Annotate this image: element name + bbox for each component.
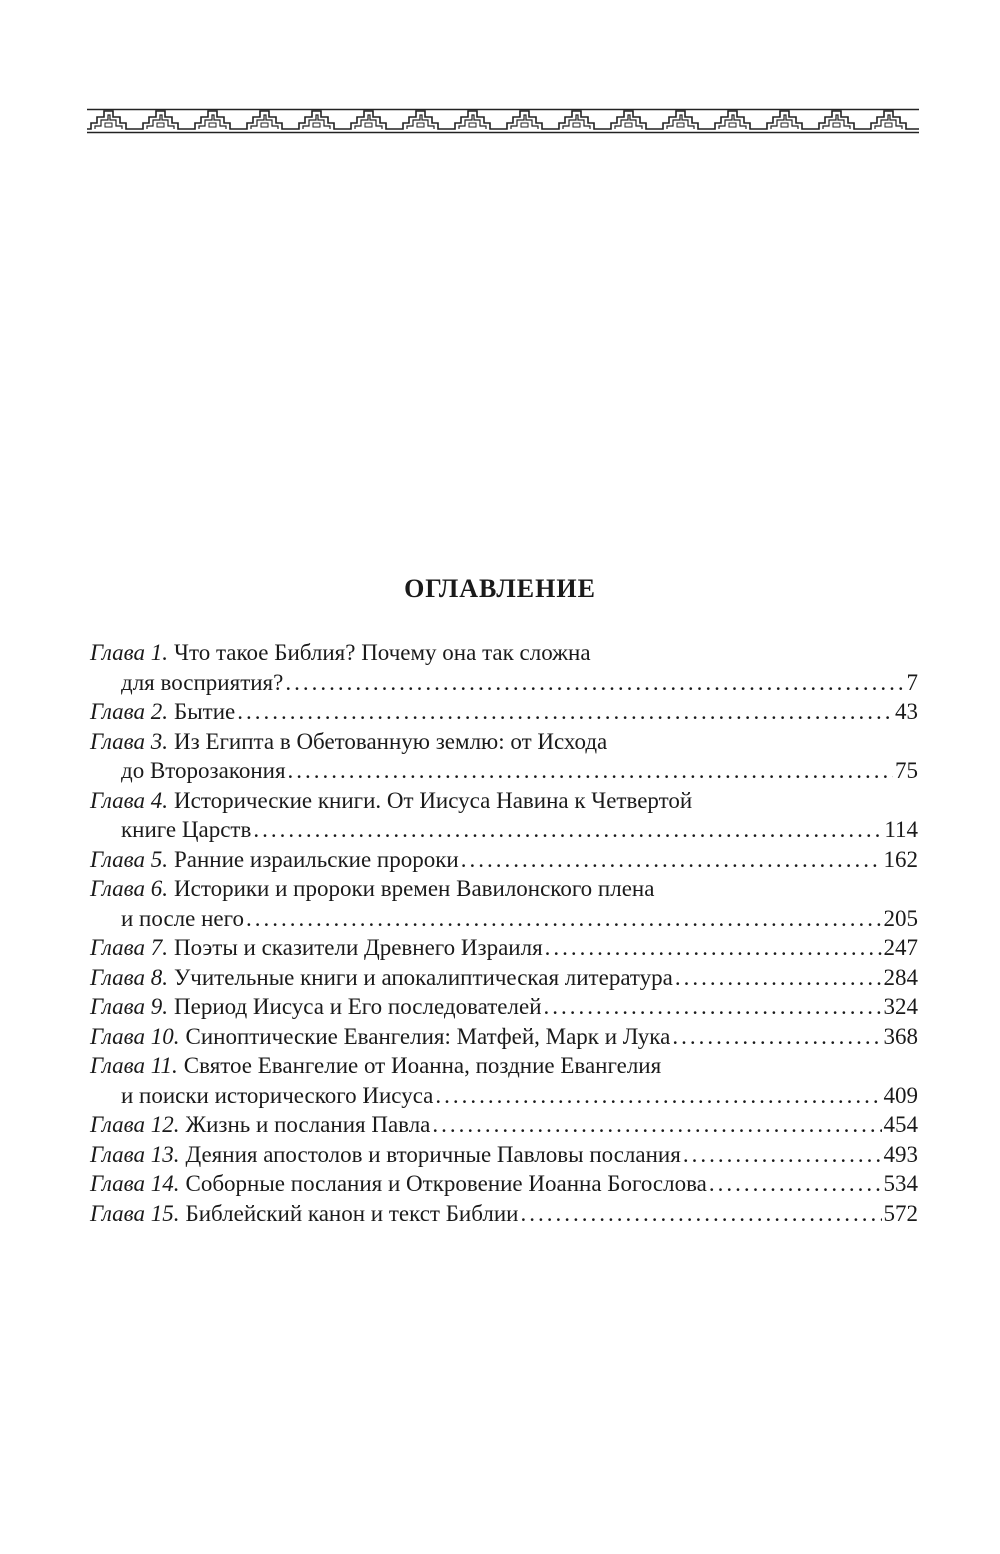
toc-title: ОГЛАВЛЕНИЕ xyxy=(404,574,596,603)
page-number: 409 xyxy=(883,1082,918,1108)
chapter-title-continuation: книге Царств xyxy=(121,817,252,842)
toc-entry[interactable] xyxy=(90,727,918,786)
chapter-title: Святое Евангелие от Иоанна, поздние Евангелия xyxy=(183,1053,662,1078)
page-number: 162 xyxy=(883,846,918,872)
chapter-title-continuation: и после него xyxy=(121,905,244,931)
page-number: 114 xyxy=(884,817,918,842)
toc-entry[interactable] xyxy=(90,963,918,993)
chapter-title-continuation: и поиски исторического Иисуса xyxy=(121,1082,434,1108)
dot-leader xyxy=(246,904,882,934)
chapter-label: Глава 14. xyxy=(90,1171,180,1196)
chapter-title: Деяния апостолов и вторичные Павловы послания xyxy=(185,1141,681,1167)
chapter-label: Глава 3. xyxy=(90,728,168,754)
chapter-title: Период Иисуса и Его последователей xyxy=(174,994,542,1019)
toc-entry[interactable] xyxy=(90,992,918,1022)
chapter-label: Глава 4. xyxy=(90,787,168,813)
page-number: 454 xyxy=(883,1112,918,1137)
chapter-title: Жизнь и послания Павла xyxy=(185,1112,431,1137)
page-number: 572 xyxy=(883,1200,918,1226)
chapter-label: Глава 13. xyxy=(90,1141,180,1167)
toc-entry[interactable] xyxy=(90,1140,918,1170)
dot-leader xyxy=(544,992,882,1022)
page-number: 324 xyxy=(883,994,918,1019)
toc-entry[interactable] xyxy=(90,1022,918,1052)
chapter-title: Синоптические Евангелия: Матфей, Марк и Лука xyxy=(185,1023,671,1049)
page-number: 205 xyxy=(883,905,918,931)
chapter-label: Глава 2. xyxy=(90,699,168,724)
page-number: 493 xyxy=(883,1141,918,1167)
page-number: 75 xyxy=(895,758,918,783)
dot-leader xyxy=(285,668,904,698)
dot-leader xyxy=(435,1081,881,1111)
chapter-label: Глава 6. xyxy=(90,876,168,901)
chapter-label: Глава 7. xyxy=(90,935,168,960)
toc-entry[interactable] xyxy=(90,697,918,727)
chapter-title: Историки и пророки времен Вавилонского плена xyxy=(174,876,655,901)
chapter-title: Бытие xyxy=(174,699,236,724)
toc-entry[interactable] xyxy=(90,786,918,845)
chapter-title-continuation: до Второзакония xyxy=(121,758,286,783)
page-number: 534 xyxy=(883,1171,918,1196)
toc-entry[interactable] xyxy=(90,1051,918,1110)
toc-list xyxy=(90,638,918,1228)
chapter-label: Глава 11. xyxy=(90,1053,178,1078)
dot-leader xyxy=(253,815,882,845)
dot-leader xyxy=(461,845,882,875)
dot-leader xyxy=(288,756,893,786)
dot-leader xyxy=(545,933,882,963)
chapter-title: Библейский канон и текст Библии xyxy=(185,1200,519,1226)
chapter-title: Соборные послания и Откровение Иоанна Богослова xyxy=(185,1171,707,1196)
page-number: 43 xyxy=(895,699,918,724)
toc-entry[interactable] xyxy=(90,874,918,933)
chapter-title: Исторические книги. От Иисуса Навина к Четвертой xyxy=(174,787,693,813)
chapter-label: Глава 15. xyxy=(90,1200,180,1226)
chapter-title: Ранние израильские пророки xyxy=(174,846,459,872)
chapter-label: Глава 5. xyxy=(90,846,168,872)
toc-entry[interactable] xyxy=(90,1110,918,1140)
dot-leader xyxy=(683,1140,882,1170)
chapter-label: Глава 8. xyxy=(90,964,168,990)
chapter-label: Глава 12. xyxy=(90,1112,180,1137)
page-number: 247 xyxy=(883,935,918,960)
page-number: 368 xyxy=(883,1023,918,1049)
toc-entry[interactable] xyxy=(90,1169,918,1199)
toc-entry[interactable] xyxy=(90,1199,918,1229)
dot-leader xyxy=(675,963,882,993)
chapter-title: Из Египта в Обетованную землю: от Исхода xyxy=(174,728,608,754)
chapter-label: Глава 10. xyxy=(90,1023,180,1049)
chapter-title: Поэты и сказители Древнего Израиля xyxy=(174,935,543,960)
chapter-label: Глава 9. xyxy=(90,994,168,1019)
chapter-label: Глава 1. xyxy=(90,640,168,665)
toc-entry[interactable] xyxy=(90,638,918,697)
page-number: 7 xyxy=(906,669,918,695)
dot-leader xyxy=(520,1199,881,1229)
chapter-title-continuation: для восприятия? xyxy=(121,669,284,695)
dot-leader xyxy=(709,1169,882,1199)
dot-leader xyxy=(237,697,893,727)
toc-entry[interactable] xyxy=(90,933,918,963)
chapter-title: Что такое Библия? Почему она так сложна xyxy=(174,640,591,665)
dot-leader xyxy=(432,1110,881,1140)
greek-key-border-icon xyxy=(87,108,919,134)
chapter-title: Учительные книги и апокалиптическая литература xyxy=(174,964,673,990)
page-number: 284 xyxy=(883,964,918,990)
dot-leader xyxy=(672,1022,881,1052)
toc-entry[interactable] xyxy=(90,845,918,875)
